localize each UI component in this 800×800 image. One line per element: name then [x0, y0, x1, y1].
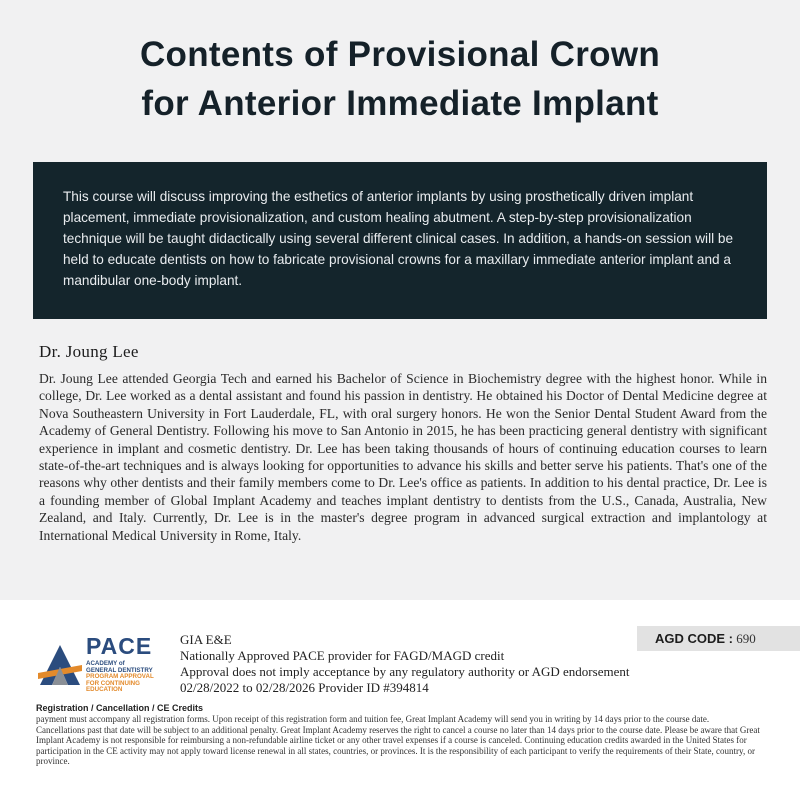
- registration-section: [36, 703, 766, 767]
- provider-disclaimer: Approval does not imply acceptance by any regulatory authority or AGD endorsement: [180, 664, 630, 679]
- page-title: [0, 30, 800, 128]
- pace-logo-line-1: ACADEMY of: [86, 660, 125, 667]
- pace-logo: [38, 633, 168, 695]
- agd-code-value: 690: [736, 631, 756, 646]
- course-description-box: [33, 162, 767, 319]
- registration-paragraph-1: payment must accompany all registration forms. Upon receipt of this registration form and tuition fee, Great Implant Academy will send you in writing by 14 days prior to the course date.: [36, 714, 710, 724]
- provider-name: GIA E&E: [180, 632, 232, 647]
- registration-title: Registration / Cancellation / CE Credits: [36, 703, 204, 713]
- pace-logo-line-2: GENERAL DENTISTRY: [86, 666, 153, 674]
- agd-code-label: AGD CODE :: [655, 631, 733, 646]
- provider-dates-id: 02/28/2022 to 02/28/2026 Provider ID #394814: [180, 680, 429, 695]
- page-title-line-1: Contents of Provisional Crown: [139, 35, 661, 74]
- provider-info: [180, 632, 629, 696]
- registration-paragraph-2: Cancellations past that date will be subject to an additional penalty. Great Implant Academy reserves the right to cancel a course no later than 14 days prior to the course date. Please be aware that Great Implant Academy is not responsible for reimbursing a non-refundable airline ticket or any other travel expenses if a course is canceled. Continuing education credits awarded in the United States for participation in the CE activity may not apply toward license renewal in all states, countries, or provinces. It is the responsibility of each participant to verify the requirements of their State, country, or province.: [36, 724, 760, 767]
- agd-code-badge: [637, 626, 800, 651]
- provider-approval: Nationally Approved PACE provider for FAGD/MAGD credit: [180, 648, 505, 663]
- pace-logo-line-3: PROGRAM APPROVAL: [86, 673, 154, 681]
- pace-triangle-logo-icon: [38, 643, 82, 687]
- pace-logo-line-5: EDUCATION: [86, 686, 123, 694]
- course-description-text: This course will discuss improving the esthetics of anterior implants by using prosthetically driven implant placement, immediate provisionalization, and custom healing abutment. A step-by-step provisionalization technique will be taught didactically using several different clinical cases. In addition, a hands-on session will be held to educate dentists on how to fabricate provisional crowns for a maxillary immediate anterior implant and a mandibular one-body implant.: [63, 189, 734, 288]
- instructor-bio: [39, 342, 767, 544]
- pace-logo-subtext: [86, 661, 176, 694]
- page-title-line-2: for Anterior Immediate Implant: [141, 84, 659, 123]
- pace-logo-line-4: FOR CONTINUING: [86, 679, 140, 687]
- instructor-bio-text: Dr. Joung Lee attended Georgia Tech and earned his Bachelor of Science in Biochemistry degree with the highest honor. While in college, Dr. Lee worked as a dental assistant and found his passion in dentistry. He obtained his Doctor of Dental Medicine degree at Nova Southeastern University in Fort Lauderdale, FL, with oral surgery honors. He won the Senior Dental Student Award from the Academy of General Dentistry. Following his move to San Antonio in 2015, he has been practicing general dentistry with significant experience in implant and cosmetic dentistry. Dr. Lee has been taking thousands of hours of continuing education courses to learn state-of-the-art techniques and is always looking for opportunities to advance his skills and better serve his patients. That's one of the reasons why other dentists and their family members come to Dr. Lee's office as patients. In addition to his dental practice, Dr. Lee is a founding member of Global Implant Academy and teaches implant dentistry to dentists from the U.S., Canada, Australia, New Zealand, and Italy. Currently, Dr. Lee is in the master's degree program in advanced surgical extraction and implantology at International Medical University in Rome, Italy.: [39, 371, 767, 543]
- pace-logo-word: PACE: [86, 633, 153, 659]
- instructor-name: Dr. Joung Lee: [39, 342, 139, 361]
